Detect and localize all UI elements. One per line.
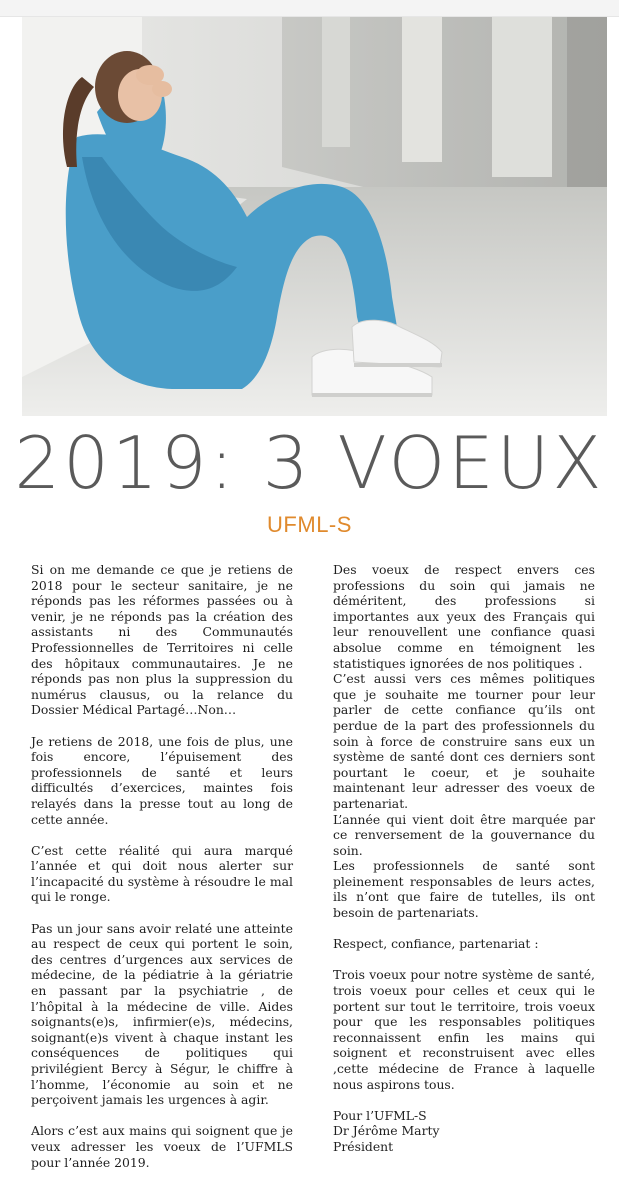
signature-role: Président	[333, 1138, 394, 1154]
paragraph: C’est cette réalité qui aura marqué l’année et qui doit nous alerter sur l’incapacité du système à résoudre le mal qui le ronge.	[31, 842, 293, 905]
paragraph: Des voeux de respect envers ces professions du soin qui jamais ne déméritent, des professions si importantes aux yeux des Français qui leur renouvellent une confiance quasi absolue comme en témoignent les statistiques ignorées de nos politiques .	[333, 562, 595, 671]
paragraph: Alors c’est aux mains qui soignent que je veux adresser les voeux de l’UFMLS pour l’année 2019.	[31, 1123, 293, 1170]
right-column	[333, 562, 595, 1155]
nurse-photo	[22, 17, 607, 416]
left-column	[31, 562, 293, 1186]
paragraph: L’année qui vient doit être marquée par ce renversement de la gouvernance du soin.	[333, 811, 595, 858]
closing-paragraph: Trois voeux pour notre système de santé, trois voeux pour celles et ceux qui le portent sur tout le territoire, trois voeux pour que les responsables politiques reconnaissent enfin les mains qui soignent et reconstruisent avec elles ,cette médecine de France à laquelle nous aspirons tous.	[333, 967, 595, 1092]
page-title: 2019: 3 VOEUX	[14, 421, 605, 505]
top-strip	[0, 0, 619, 17]
paragraph: Je retiens de 2018, une fois de plus, une fois encore, l’épuisement des professionnels de santé et leurs difficultés d’exercices, maintes fois relayés dans la presse tout au long de cette année.	[31, 733, 293, 827]
paragraph: C’est aussi vers ces mêmes politiques que je souhaite me tourner pour leur parler de cette confiance qu’ils ont perdue de la part des professionnels du soin à force de construire sans eux un système de santé dont ces derniers sont pourtant le coeur, et je souhaite maintenant leur adresser des voeux de partenariat.	[333, 671, 595, 811]
author-label: UFML-S	[267, 512, 352, 537]
paragraph: Pas un jour sans avoir relaté une atteinte au respect de ceux qui portent le soin, des centres d’urgences aux services de médecine, de la pédiatrie à la gériatrie en passant par la psychiatrie , de l’hôpital à la médecine de ville. Aides soignants(e)s, infirmier(e)s, médecins, soignant(e)s vivent à chaque instant les conséquences de politiques qui privilégient Bercy à Ségur, le chiffre à l’homme, l’économie au soin et ne perçoivent jamais les urgences à agir.	[31, 920, 293, 1108]
paragraph: Si on me demande ce que je retiens de 2018 pour le secteur sanitaire, je ne réponds pas les réformes passées ou à venir, je ne réponds pas la création des assistants ni des Communautés Professionnelles de Territoires ni celle des hôpitaux communautaires. Je ne réponds pas non plus la suppression du numérus clausus, ou la relance du Dossier Médical Partagé…Non…	[31, 562, 293, 718]
motto: Respect, confiance, partenariat :	[333, 936, 539, 952]
nurse-photo-illustration	[22, 17, 607, 416]
paragraph: Les professionnels de santé sont pleinement responsables de leurs actes, ils n’ont que faire de tutelles, ils ont besoin de partenariats.	[333, 858, 595, 921]
signature-name: Dr Jérôme Marty	[333, 1123, 440, 1139]
signature-line: Pour l’UFML-S	[333, 1107, 427, 1123]
